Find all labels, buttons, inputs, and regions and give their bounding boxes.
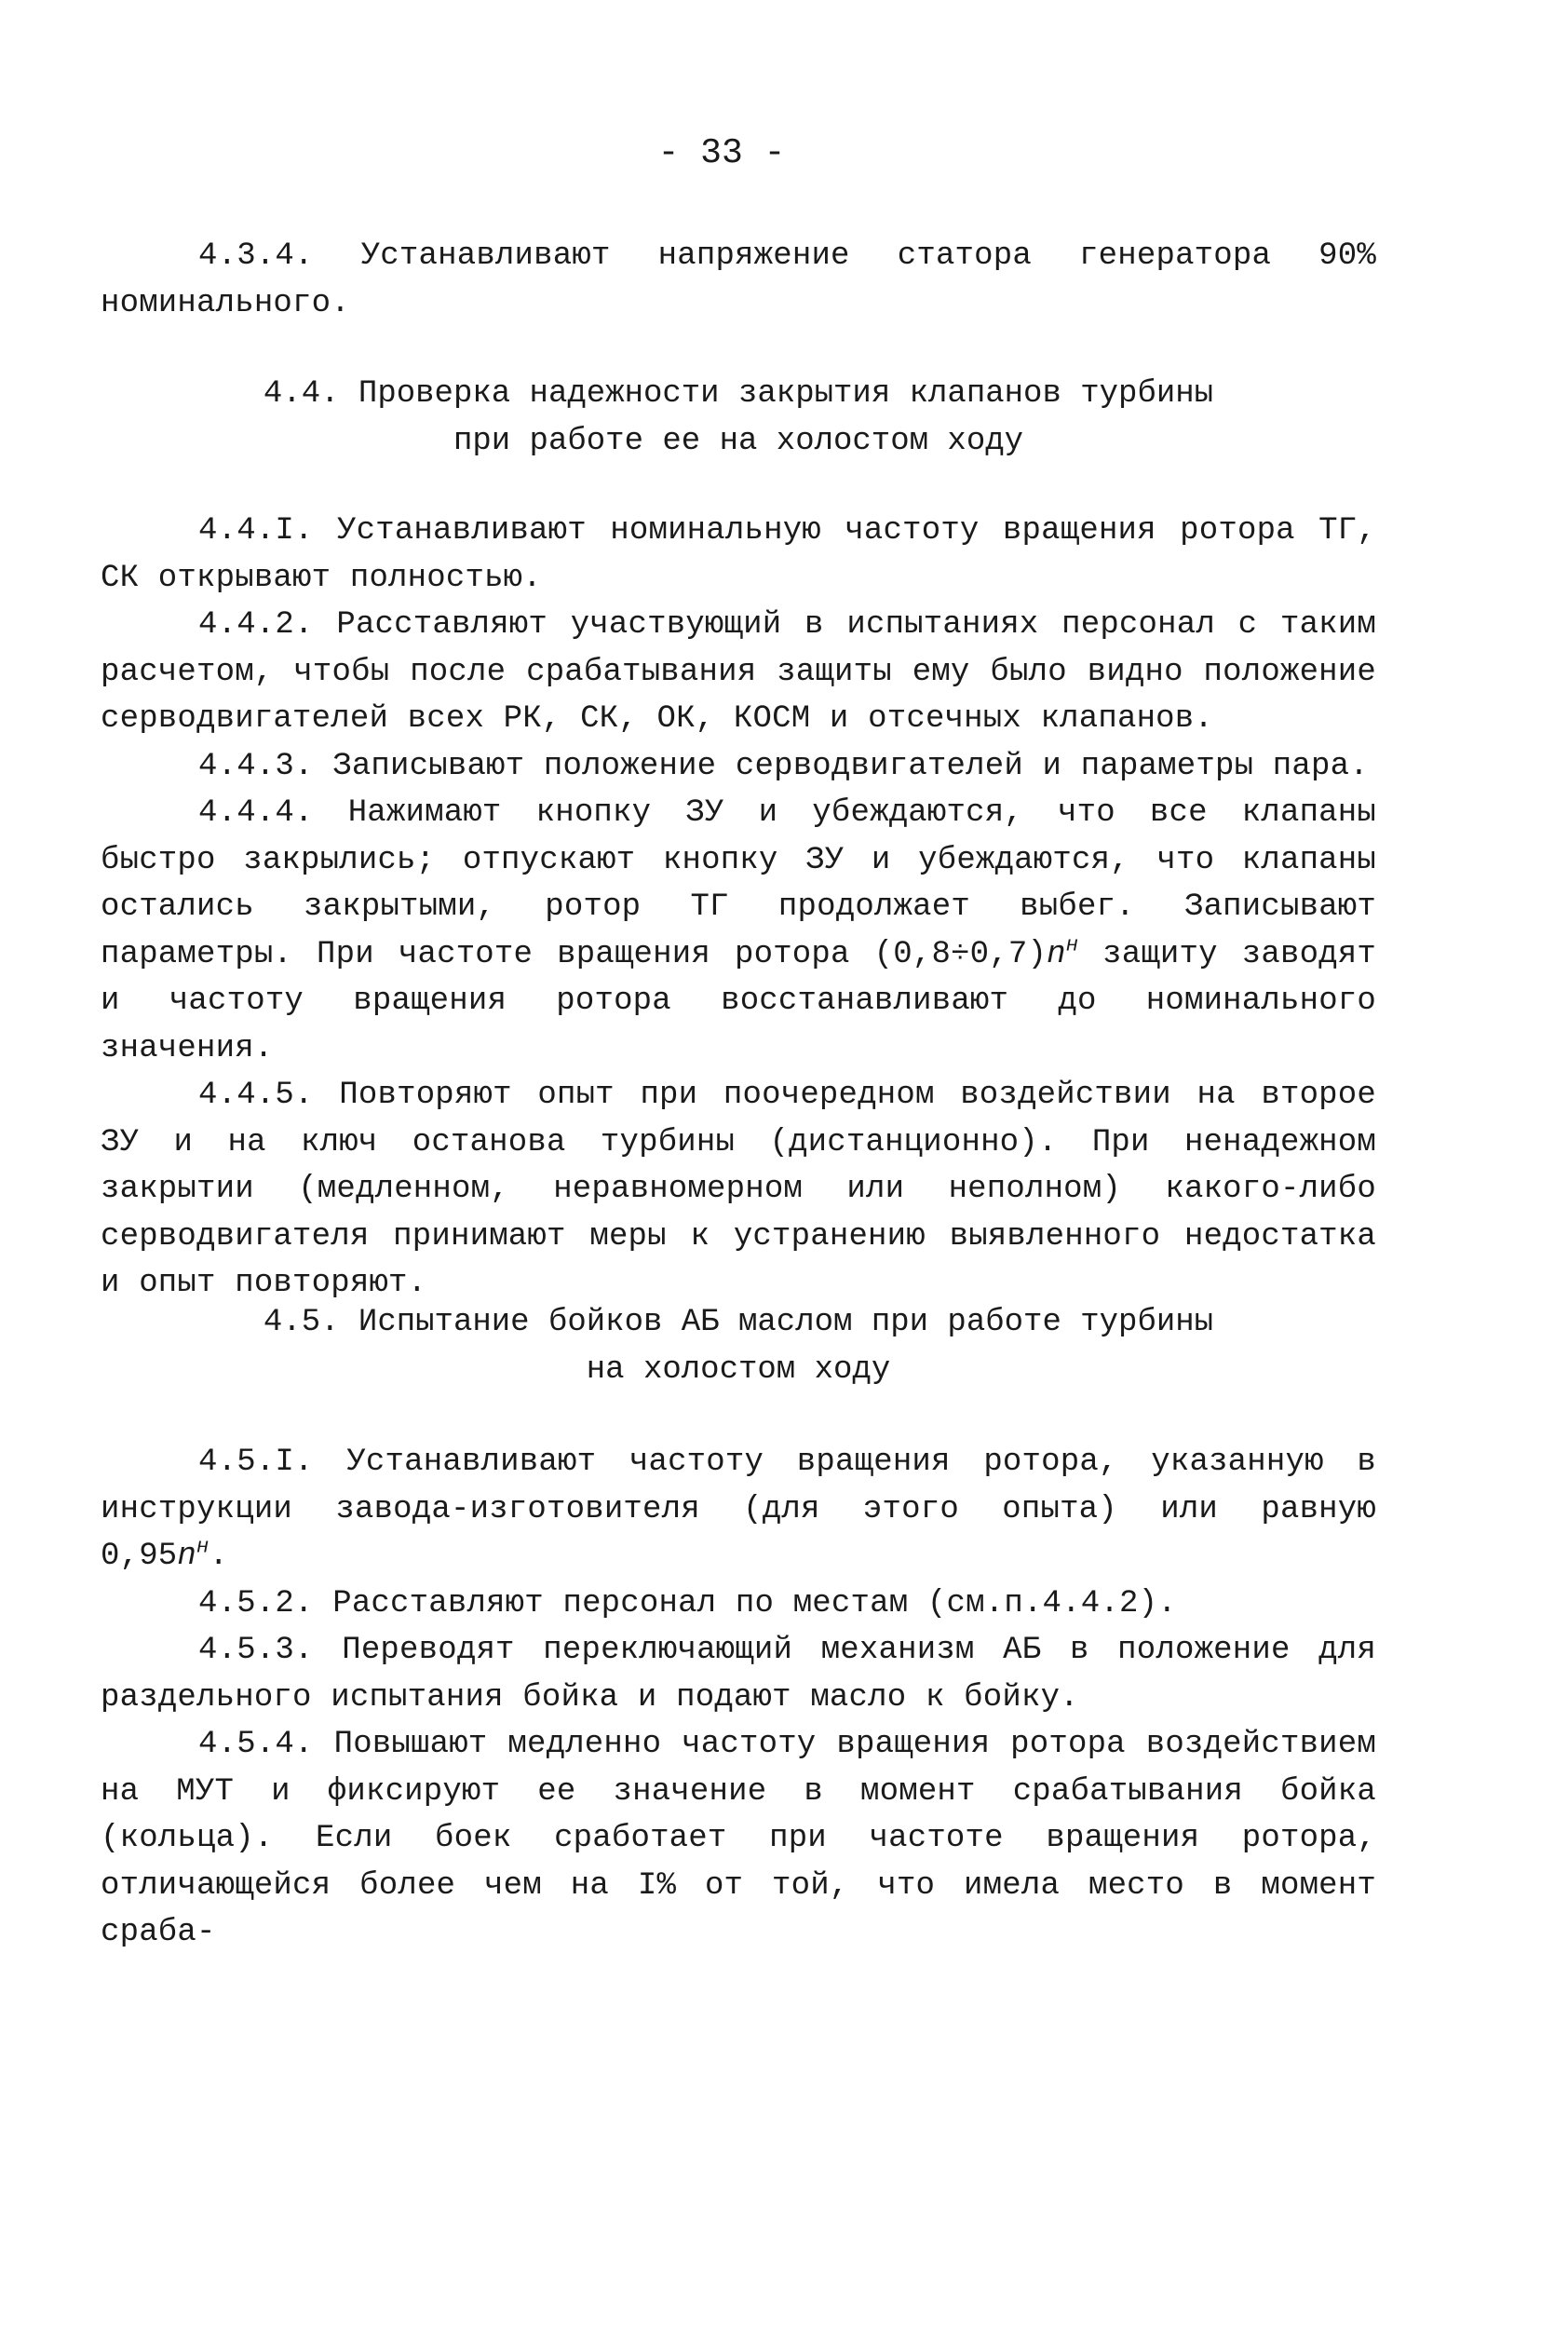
paragraph-4-4-4-text-b: защиту заводят и частоту вращения ротора восстанавливают до номинального значения. — [101, 936, 1376, 1066]
paragraph-4-4-1: 4.4.I. Устанавливают номинальную частоту вращения ротора ТГ, СК открывают полностью. — [101, 513, 1376, 596]
heading-4-5-line-1: 4.5. Испытание бойков АБ маслом при работе турбины — [263, 1305, 1214, 1340]
heading-4-4-line-1: 4.4. Проверка надежности закрытия клапанов турбины — [263, 376, 1214, 412]
page-number: - 33 - — [657, 133, 786, 173]
paragraph-4-4-4 — [101, 790, 1376, 1072]
heading-4-4-line-2: при работе ее на холостом ходу — [453, 423, 1024, 459]
nominal-speed-symbol: n — [1047, 936, 1066, 972]
nominal-speed-symbol: n — [177, 1539, 197, 1574]
paragraph-4-5-4: 4.5.4. Повышают медленно частоту вращения ротора воздействием на МУТ и фиксируют ее значение в момент срабатывания бойка (кольца). Если боек сработает при частоте вращения ротора, отличающейся более чем на I% от той, что имела место в момент сраба- — [101, 1727, 1376, 1950]
section-4-5-body — [101, 1439, 1376, 1957]
nominal-superscript: н — [196, 1535, 210, 1559]
nominal-superscript: н — [1065, 933, 1079, 957]
section-4-3-4 — [101, 233, 1376, 327]
paragraph-4-5-1-text-a: 4.5.I. Устанавливают частоту вращения ротора, указанную в инструкции завода-изготовителя (для этого опыта) или равную 0,95 — [101, 1445, 1376, 1574]
paragraph-4-5-2: 4.5.2. Расставляют персонал по местам (см.п.4.4.2). — [198, 1585, 1177, 1621]
heading-4-5-line-2: на холостом ходу — [586, 1351, 891, 1388]
paragraph-4-4-4-text-a: 4.4.4. Нажимают кнопку ЗУ и убеждаются, что все клапаны быстро закрылись; отпускают кнопку ЗУ и убеждаются, что клапаны остались закрытыми, ротор ТГ продолжает выбег. Записывают параметры. При частоте вращения ротора (0,8÷0,7) — [101, 795, 1376, 972]
paragraph-4-5-1 — [101, 1439, 1376, 1580]
paragraph-4-5-3: 4.5.3. Переводят переключающий механизм АБ в положение для раздельного испытания бойка и подают масло к бойку. — [101, 1633, 1376, 1716]
paragraph-4-4-2: 4.4.2. Расставляют участвующий в испытаниях персонал с таким расчетом, чтобы после срабатывания защиты ему было видно положение серводвигателей всех РК, СК, ОК, КОСМ и отсечных клапанов. — [101, 607, 1376, 737]
paragraph-4-4-5: 4.4.5. Повторяют опыт при поочередном воздействии на второе ЗУ и на ключ останова турбины (дистанционно). При ненадежном закрытии (медленном, неравномерном или неполном) какого-либо серводвигателя принимают меры к устранению выявленного недостатка и опыт повторяют. — [101, 1078, 1376, 1301]
heading-4-5 — [101, 1299, 1376, 1393]
heading-4-4 — [101, 371, 1376, 465]
paragraph-4-4-3: 4.4.3. Записывают положение серводвигателей и параметры пара. — [198, 748, 1369, 784]
paragraph-4-5-1-text-b: . — [209, 1539, 229, 1574]
paragraph-4-3-4: 4.3.4. Устанавливают напряжение статора генератора 90% номинального. — [101, 238, 1376, 321]
section-4-4-body — [101, 508, 1376, 1308]
